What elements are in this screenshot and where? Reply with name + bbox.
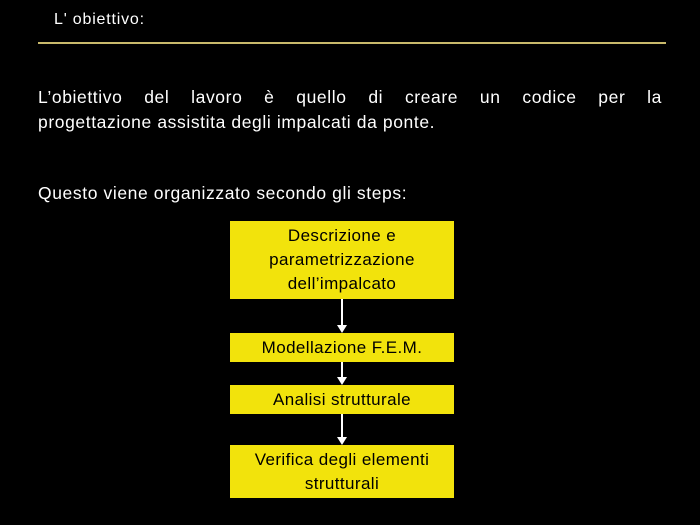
flow-step-verifica-elementi bbox=[230, 445, 454, 498]
down-arrow-shaft bbox=[341, 362, 343, 377]
down-arrow-icon bbox=[230, 362, 454, 385]
slide-title: L' obiettivo: bbox=[54, 11, 145, 28]
down-arrow-head bbox=[337, 325, 347, 333]
paragraph-line-1: L’obiettivo del lavoro è quello di creare un codice per la bbox=[38, 87, 662, 107]
flow-step-descrizione-parametrizzazione bbox=[230, 221, 454, 299]
flow-step-analisi-strutturale bbox=[230, 385, 454, 414]
steps-intro-text: Questo viene organizzato secondo gli steps: bbox=[38, 183, 408, 203]
flow-step-label: Verifica degli elementi strutturali bbox=[254, 449, 430, 493]
body-paragraph bbox=[38, 85, 662, 135]
down-arrow-shaft bbox=[341, 414, 343, 437]
down-arrow-icon bbox=[230, 299, 454, 333]
down-arrow-icon bbox=[230, 414, 454, 445]
flow-step-label: Descrizione e parametrizzazione dell’impalcato bbox=[269, 226, 415, 293]
down-arrow-shaft bbox=[341, 299, 343, 325]
flow-step-label: Analisi strutturale bbox=[273, 389, 411, 409]
flow-step-modellazione-fem bbox=[230, 333, 454, 362]
title-underline-rule bbox=[38, 42, 666, 44]
paragraph-line-2: progettazione assistita degli impalcati da ponte. bbox=[38, 112, 436, 132]
down-arrow-head bbox=[337, 437, 347, 445]
down-arrow-head bbox=[337, 377, 347, 385]
flow-step-label: Modellazione F.E.M. bbox=[261, 337, 423, 357]
